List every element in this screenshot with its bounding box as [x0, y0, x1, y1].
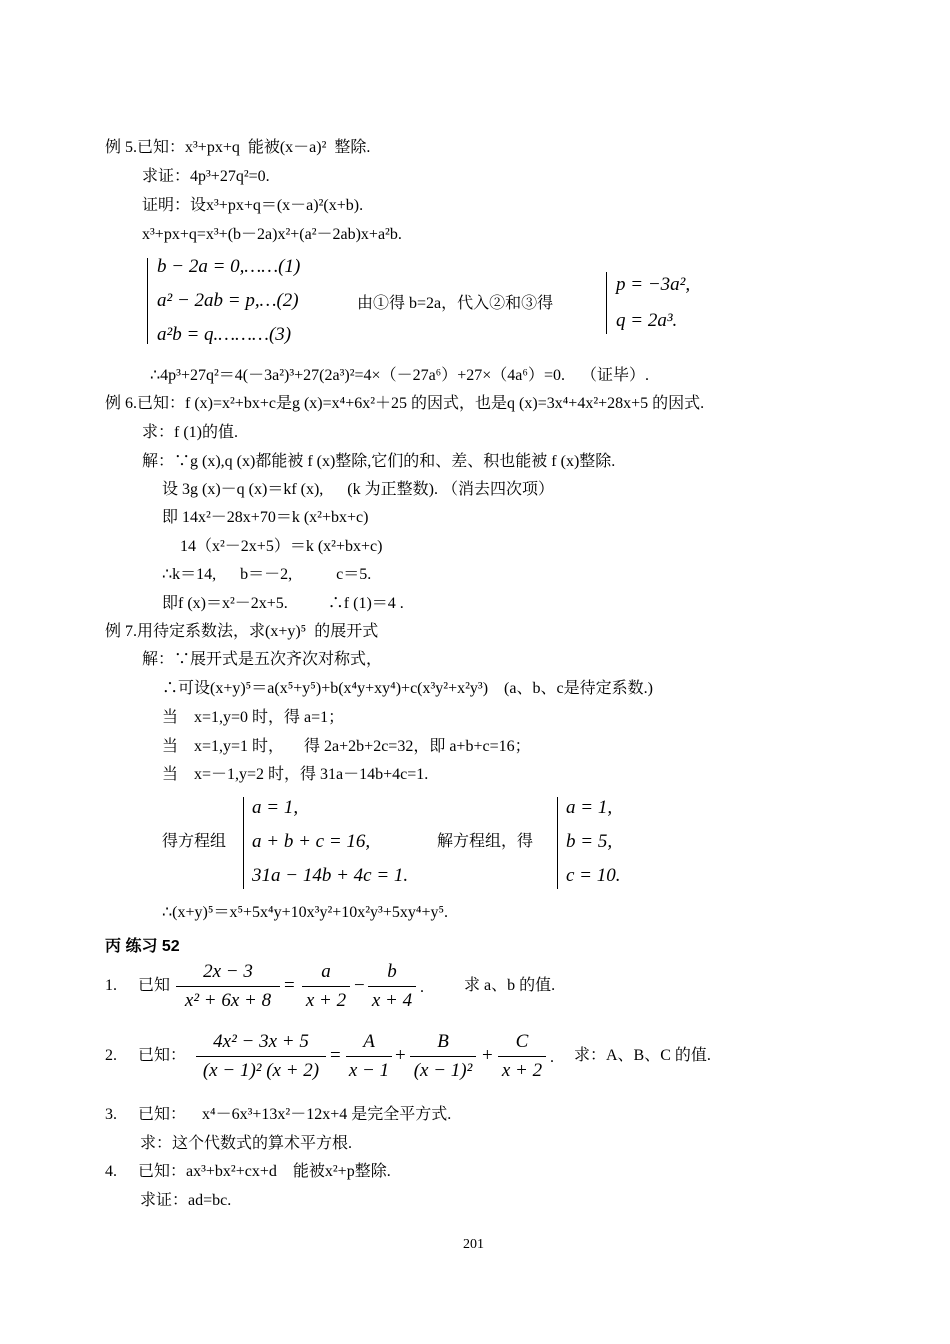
ex5-sys1-eq3: a²b = q.………(3) [157, 324, 292, 345]
ex5-conclusion: ∴4p³+27q²＝4(－3a²)³+27(2a³)²=4×（－27a⁶）+27×（4a⁶）=0. （证毕）. [150, 367, 650, 384]
denominator: x − 1 [348, 1060, 390, 1081]
numerator: b [387, 961, 397, 982]
ex5-expansion: x³+px+q=x³+(b－2a)x²+(a²－2ab)x+a²b. [142, 226, 402, 243]
numerator: 2x − 3 [203, 961, 253, 982]
p1-lead: 已知 [138, 977, 171, 994]
denominator: (x − 1)² (x + 2) [202, 1060, 320, 1081]
p2-fraction-4 [498, 1030, 546, 1083]
p3-number: 3. [105, 1106, 117, 1123]
ex7-solve-label: 解方程组，得 [437, 833, 534, 850]
p1-equals: = [284, 975, 295, 996]
ex6-ask: 求：f (1)的值. [142, 424, 238, 441]
ex6-line8: 即f (x)＝x²－2x+5. ∴f (1)＝4 . [162, 595, 404, 612]
p2-fraction-1 [196, 1030, 326, 1083]
p3-ask: 求：这个代数式的算术平方根. [140, 1135, 353, 1152]
ex5-substitution-text: 由①得 b=2a，代入②和③得 [357, 295, 554, 312]
ex7-solution-start: 解：∵展开式是五次齐次对称式， [142, 651, 383, 668]
numerator: a [321, 961, 331, 982]
numerator: B [437, 1031, 449, 1052]
denominator: x² + 6x + 8 [184, 990, 272, 1011]
ex7-sys2-eq3: c = 10. [566, 865, 621, 886]
ex5-sys1-eq1: b − 2a = 0,……(1) [157, 256, 301, 277]
p1-ask: 求 a、b 的值. [464, 977, 556, 994]
p4-number: 4. [105, 1163, 117, 1180]
p2-fraction-2 [346, 1030, 392, 1083]
p1-minus: − [354, 975, 365, 996]
denominator: x + 2 [501, 1060, 543, 1081]
p2-plus-1: + [395, 1045, 406, 1066]
ex6-line5: 即 14x²－28x+70＝k (x²+bx+c) [162, 509, 369, 526]
p2-lead: 已知： [138, 1047, 187, 1064]
denominator: x + 2 [305, 990, 347, 1011]
p2-fraction-3 [410, 1030, 476, 1083]
p4-given: 已知：ax³+bx²+cx+d 能被x²+p整除. [138, 1163, 391, 1180]
ex6-line4: 设 3g (x)－q (x)＝kf (x), (k 为正整数). （消去四次项） [162, 481, 554, 498]
p1-number: 1. [105, 977, 117, 994]
ex7-heading: 例 7.用待定系数法，求(x+y)⁵ 的展开式 [105, 623, 379, 640]
ex7-sys2-eq1: a = 1, [566, 797, 613, 818]
ex5-prove: 求证：4p³+27q²=0. [142, 168, 270, 185]
p1-period: . [420, 979, 424, 996]
p1-fraction-1 [176, 960, 280, 1013]
p2-number: 2. [105, 1047, 117, 1064]
denominator: (x − 1)² [413, 1060, 473, 1081]
brace-left [147, 258, 148, 344]
ex5-sys2-eq1: p = −3a², [616, 274, 691, 295]
ex7-sys1-eq3: 31a − 14b + 4c = 1. [252, 865, 409, 886]
ex5-sys2-eq2: q = 2a³. [616, 310, 678, 331]
p2-plus-2: + [482, 1045, 493, 1066]
p1-fraction-3 [368, 960, 416, 1013]
ex7-case1: 当 x=1,y=0 时，得 a=1； [162, 709, 345, 726]
practice-title: 丙 练习 52 [105, 938, 180, 955]
p4-prove: 求证：ad=bc. [140, 1192, 232, 1209]
numerator: C [515, 1031, 529, 1052]
page-number: 201 [463, 1237, 484, 1252]
p2-period: . [550, 1049, 554, 1066]
ex7-sys2-eq2: b = 5, [566, 831, 613, 852]
ex5-heading: 例 5.已知：x³+px+q 能被(x－a)² 整除. [105, 139, 371, 156]
p2-ask: 求：A、B、C 的值. [574, 1047, 711, 1064]
ex7-assume: ∴可设(x+y)⁵＝a(x⁵+y⁵)+b(x⁴y+xy⁴)+c(x³y²+x²y³) (a、b、c是待定系数.) [162, 680, 653, 697]
ex6-line6: 14（x²－2x+5）＝k (x²+bx+c) [180, 538, 383, 555]
ex7-system-label: 得方程组 [162, 833, 227, 850]
p2-equals: = [330, 1045, 341, 1066]
brace-left [606, 272, 607, 334]
ex7-case3: 当 x=－1,y=2 时，得 31a－14b+4c=1. [162, 766, 429, 783]
ex7-sys1-eq2: a + b + c = 16, [252, 831, 371, 852]
ex7-sys1-eq1: a = 1, [252, 797, 299, 818]
ex5-proof-start: 证明：设x³+px+q＝(x－a)²(x+b). [142, 197, 364, 214]
p3-given: 已知： x⁴－6x³+13x²－12x+4 是完全平方式. [138, 1106, 452, 1123]
brace-left [557, 797, 558, 889]
ex6-line7: ∴k＝14, b＝－2, c＝5. [162, 566, 372, 583]
brace-left [243, 797, 244, 889]
ex7-conclusion: ∴(x+y)⁵＝x⁵+5x⁴y+10x³y²+10x²y³+5xy⁴+y⁵. [162, 904, 449, 921]
numerator: 4x² − 3x + 5 [213, 1031, 309, 1052]
ex7-case2: 当 x=1,y=1 时， 得 2a+2b+2c=32，即 a+b+c=16； [162, 738, 531, 755]
ex6-solution-start: 解：∵g (x),q (x)都能被 f (x)整除,它们的和、差、积也能被 f (x)整除. [142, 453, 616, 470]
denominator: x + 4 [371, 990, 413, 1011]
ex5-sys1-eq2: a² − 2ab = p,…(2) [157, 290, 299, 311]
p1-fraction-2 [302, 960, 350, 1013]
numerator: A [363, 1031, 375, 1052]
ex6-heading: 例 6.已知：f (x)=x²+bx+c是g (x)=x⁴+6x²＋25 的因式，也是q (x)=3x⁴+4x²+28x+5 的因式. [105, 395, 705, 412]
